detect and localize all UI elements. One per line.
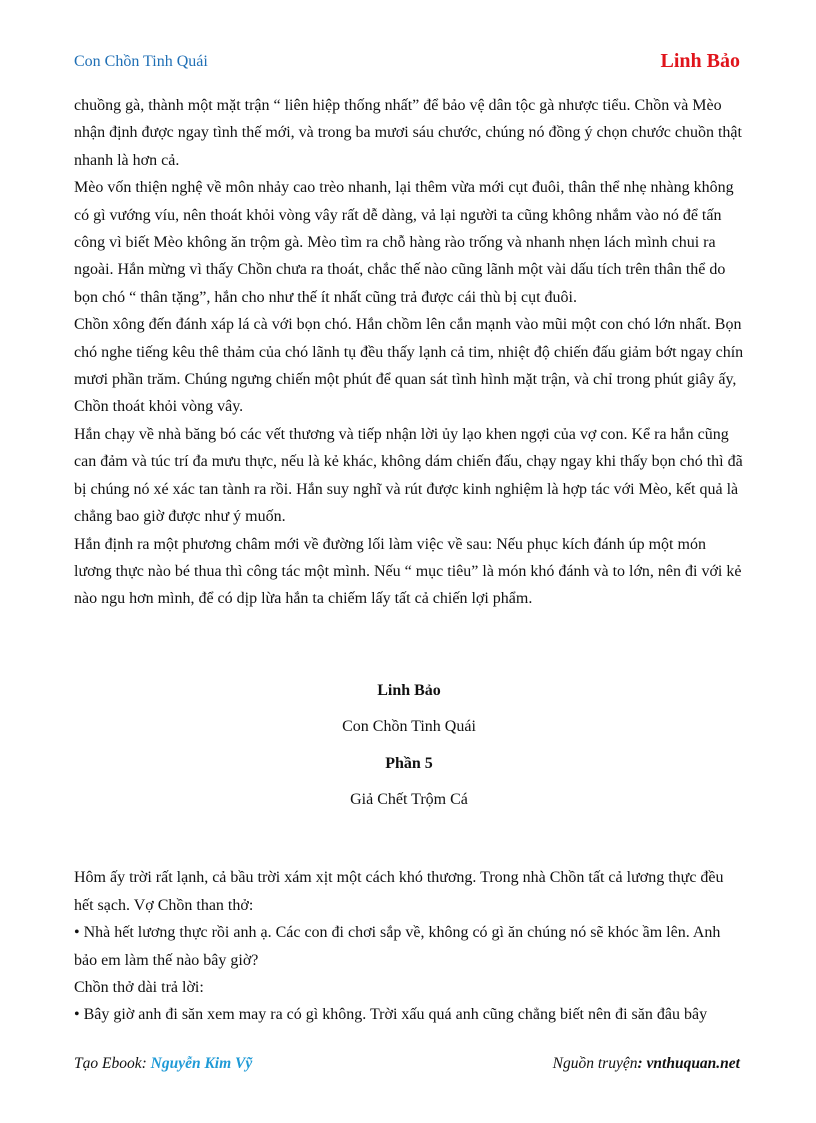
dialogue-line: • Nhà hết lương thực rồi anh ạ. Các con đi chơi sắp về, không có gì ăn chúng nó sẽ khóc ầm lên. Anh bảo em làm thế nào bây giờ? — [74, 924, 721, 969]
chapter-title: Giả Chết Trộm Cá — [350, 790, 468, 808]
section-author: Linh Bảo — [377, 681, 441, 699]
paragraph: Chồn xông đến đánh xáp lá cà với bọn chó. Hắn chồm lên cắn mạnh vào mũi một con chó lớn nhất. Bọn chó nghe tiếng kêu thê thảm của chó lãnh tụ đều thấy lạnh cả tim, nhiệt độ chiến đấu giảm bớt ngay chín mươi phần trăm. Chúng ngưng chiến một phút để quan sát tình hình mặt trận, và chỉ trong phút giây ấy, Chồn thoát khỏi vòng vây. — [74, 316, 744, 416]
page-content — [74, 92, 744, 1029]
paragraph: Hắn chạy về nhà băng bó các vết thương và tiếp nhận lời ủy lạo khen ngợi của vợ con. Kể ra hắn cũng can đảm và túc trí đa mưu thực, nếu là kẻ khác, không dám chiến đấu, chạy ngay khi thấy bọn chó thì đã bị chúng nó xé xác tan tành ra rồi. Hắn suy nghĩ và rút được kinh nghiệm là hợp tác với Mèo, kết quả là chẳng bao giờ được như ý muốn. — [74, 425, 743, 526]
ebook-credit-label: Tạo Ebook — [74, 1055, 142, 1072]
source-credit: Nguồn truyện: vnthuquan.net — [552, 1055, 740, 1072]
section-part-number: Phần 5 — [385, 754, 433, 772]
paragraph: Mèo vốn thiện nghệ về môn nhảy cao trèo nhanh, lại thêm vừa mới cụt đuôi, thân thể nhẹ nhàng không có gì vướng víu, nên thoát khỏi vòng vây rất dễ dàng, vả lại người ta cũng không nhắm vào nó để tấn công vì biết Mèo không ăn trộm gà. Mèo tìm ra chỗ hàng rào trống và nhanh nhẹn lách mình chui ra ngoài. Hắn mừng vì thấy Chồn chưa ra thoát, chắc thế nào cũng lãnh một vài dấu tích trên thân thể do bọn chó “ thân tặng”, hắn cho như thế ít nhất cũng trả được cái thù bị cụt đuôi. — [74, 179, 734, 306]
paragraph: chuồng gà, thành một mặt trận “ liên hiệp thống nhất” để bảo vệ dân tộc gà nhược tiểu. Chồn và Mèo nhận định được ngay tình thế mới, và trong ba mươi sáu chước, chúng nó đồng ý chọn chước chuồn thật nhanh là hơn cả. — [74, 97, 742, 169]
paragraph: Hắn định ra một phương châm mới về đường lối làm việc về sau: Nếu phục kích đánh úp một món lương thực nào bé thua thì công tác một mình. Nếu “ mục tiêu” là món khó đánh và to lớn, nên đi với kẻ nào ngu hơn mình, để có dịp lừa hắn ta chiếm lấy tất cả chiến lợi phẩm. — [74, 535, 742, 608]
source-site: vnthuquan.net — [646, 1055, 740, 1072]
paragraph: Chồn thở dài trả lời: — [74, 978, 204, 996]
section-book-title: Con Chồn Tinh Quái — [342, 718, 476, 736]
ebook-creator: Nguyễn Kim Vỹ — [150, 1055, 253, 1072]
author-header: Linh Bảo — [660, 50, 740, 72]
paragraph: Hôm ấy trời rất lạnh, cả bầu trời xám xịt một cách khó thương. Trong nhà Chồn tất cả lương thực đều hết sạch. Vợ Chồn than thở: — [74, 869, 724, 914]
source-credit-label: Nguồn truyện — [552, 1055, 638, 1072]
page-header — [74, 50, 740, 76]
dialogue-line: • Bây giờ anh đi săn xem may ra có gì không. Trời xấu quá anh cũng chẳng biết nên đi săn đâu bây — [74, 1006, 708, 1024]
book-title-header: Con Chồn Tinh Quái — [74, 53, 208, 70]
ebook-credit: Tạo Ebook: Nguyễn Kim Vỹ — [74, 1055, 253, 1072]
